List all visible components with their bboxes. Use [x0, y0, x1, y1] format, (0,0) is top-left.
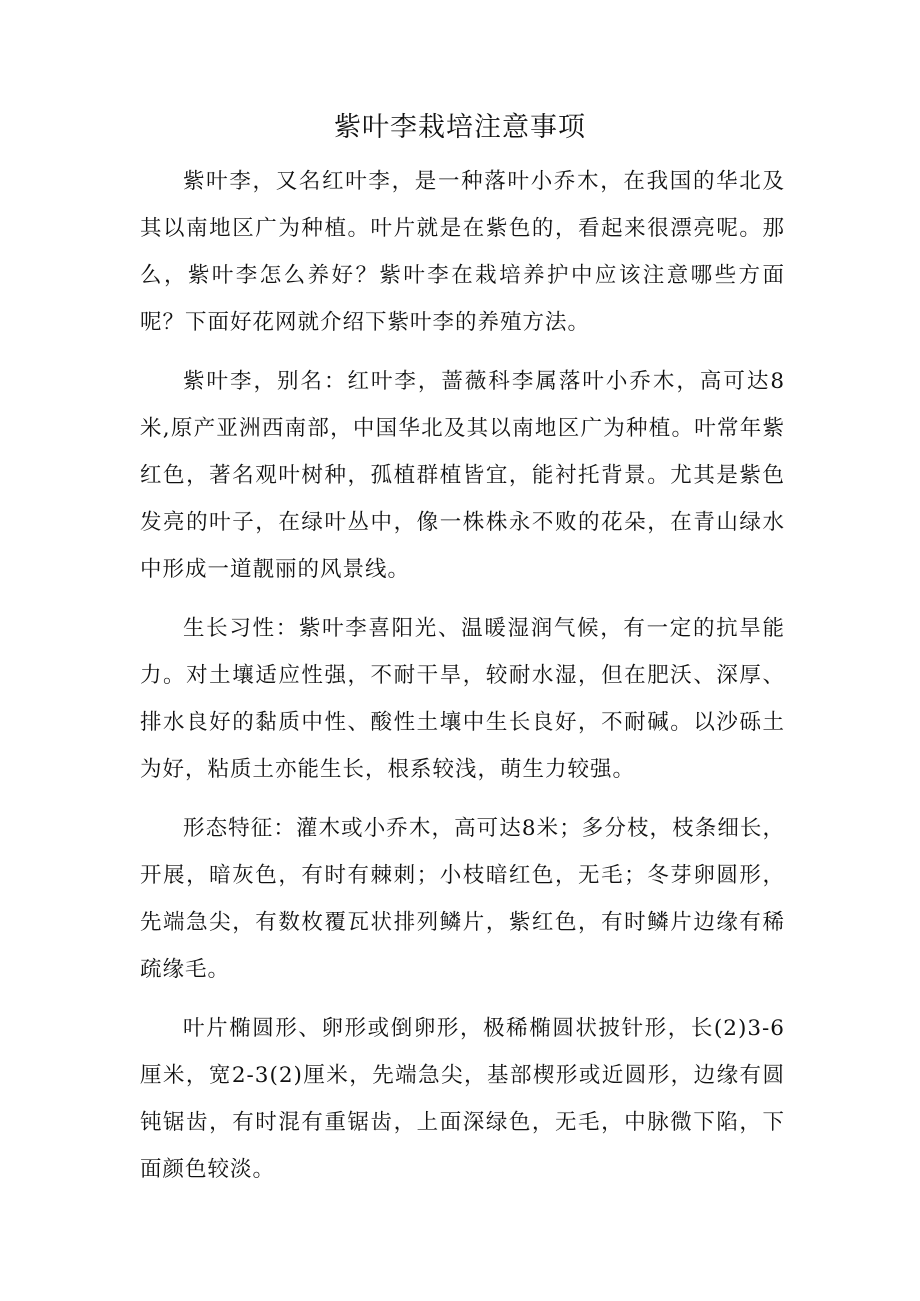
- paragraph-alias: 紫叶李，别名：红叶李，蔷薇科李属落叶小乔木，高可达8米,原产亚洲西南部，中国华北及其以南地区广为种植。叶常年紫红色，著名观叶树种，孤植群植皆宜，能衬托背景。尤其是紫色发亮的叶子，在绿叶丛中，像一株株永不败的花朵，在青山绿水中形成一道靓丽的风景线。: [140, 369, 785, 582]
- paragraph-growth-habit: 生长习性：紫叶李喜阳光、温暖湿润气候，有一定的抗旱能力。对土壤适应性强，不耐干旱，较耐水湿，但在肥沃、深厚、排水良好的黏质中性、酸性土壤中生长良好，不耐碱。以沙砾土为好，粘质土亦能生长，根系较浅，萌生力较强。: [140, 616, 785, 782]
- document-body: [140, 158, 785, 1205]
- paragraph-intro: 紫叶李，又名红叶李，是一种落叶小乔木，在我国的华北及其以南地区广为种植。叶片就是在紫色的，看起来很漂亮呢。那么，紫叶李怎么养好？紫叶李在栽培养护中应该注意哪些方面呢？下面好花网就介绍下紫叶李的养殖方法。: [140, 169, 785, 335]
- paragraph-morphology: 形态特征：灌木或小乔木，高可达8米；多分枝，枝条细长，开展，暗灰色，有时有棘刺；小枝暗红色，无毛；冬芽卵圆形，先端急尖，有数枚覆瓦状排列鳞片，紫红色，有时鳞片边缘有稀疏缘毛。: [140, 816, 785, 982]
- document-title: 紫叶李栽培注意事项: [334, 112, 586, 143]
- paragraph-leaf: 叶片椭圆形、卵形或倒卵形，极稀椭圆状披针形，长(2)3-6厘米，宽2-3(2)厘米，先端急尖，基部楔形或近圆形，边缘有圆钝锯齿，有时混有重锯齿，上面深绿色，无毛，中脉微下陷，下面颜色较淡。: [140, 1016, 785, 1182]
